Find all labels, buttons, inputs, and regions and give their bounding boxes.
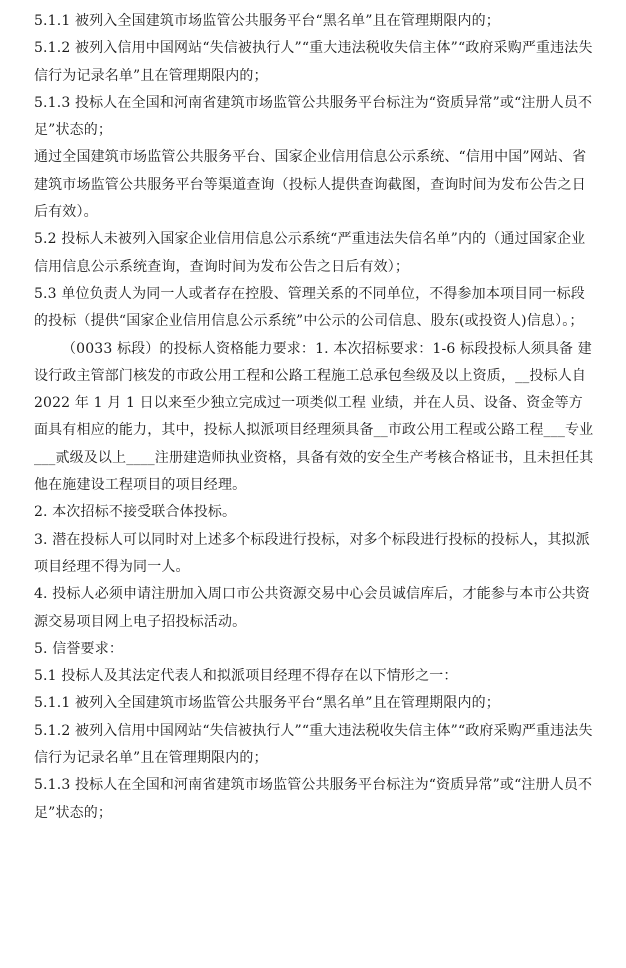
clause-5-1-1-repeat: 5.1.1 被列入全国建筑市场监管公共服务平台“黑名单”且在管理期限内的； [34,695,500,712]
clause-5-1-2: 5.1.2 被列入信用中国网站“失信被执行人”“重大违法税收失信主体”“政府采购严重违法失信行为记录名单”且在管理期限内的； [34,40,593,84]
query-note-paragraph: 通过全国建筑市场监管公共服务平台、国家企业信用信息公示系统、“信用中国”网站、省建筑市场监管公共服务平台等渠道查询（投标人提供查询截图，查询时间为发布公告之日后有效）。 [34,149,587,221]
item-5-reputation-heading: 5. 信誉要求： [34,640,124,657]
clause-5-1-2-repeat: 5.1.2 被列入信用中国网站“失信被执行人”“重大违法税收失信主体”“政府采购严重违法失信行为记录名单”且在管理期限内的； [34,722,593,767]
clause-5-2: 5.2 投标人未被列入国家企业信用信息公示系统“严重违法失信名单”内的（通过国家企业信用信息公示系统查询，查询时间为发布公告之日后有效）； [34,231,586,275]
clause-5-1-3-repeat: 5.1.3 投标人在全国和河南省建筑市场监管公共服务平台标注为“资质异常”或“注册人员不足”状态的； [34,777,593,821]
clause-5-1-1: 5.1.1 被列入全国建筑市场监管公共服务平台“黑名单”且在管理期限内的； [34,13,500,29]
qualification-requirements-paragraph: （0033 标段）的投标人资格能力要求：1. 本次招标要求：1-6 标段投标人须具备 建设行政主管部门核发的市政公用工程和公路工程施工总承包叁级及以上资质，__投标人自 2022 年 1 月 1 日以来至少独立完成过一项类似工程 业绩，并在人员、设备、资金等方面具有相应的能力，其中，投标人拟派项目经理须具备__市政公用工程或公路工程___专业___贰级及以上____注册建造师执业资格，具备有效的安全生产考核合格证书，且未担任其他在施建设工程项目的项目经理。 [34,340,594,494]
item-4-registration: 4. 投标人必须申请注册加入周口市公共资源交易中心会员诚信库后，才能参与本市公共资源交易项目网上电子招投标活动。 [34,586,590,630]
item-2-no-consortium: 2. 本次招标不接受联合体投标。 [34,504,237,521]
clause-5-1: 5.1 投标人及其法定代表人和拟派项目经理不得存在以下情形之一： [34,668,458,685]
clause-5-1-3: 5.1.3 投标人在全国和河南省建筑市场监管公共服务平台标注为“资质异常”或“注册人员不足”状态的； [34,94,593,139]
item-3-multiple-sections: 3. 潜在投标人可以同时对上述多个标段进行投标，对多个标段进行投标的投标人，其拟派项目经理不得为同一人。 [34,531,590,575]
clause-5-3: 5.3 单位负责人为同一人或者存在控股、管理关系的不同单位，不得参加本项目同一标段的投标（提供“国家企业信用信息公示系统”中公示的公司信息、股东(或投资人)信息）。； [34,285,585,330]
